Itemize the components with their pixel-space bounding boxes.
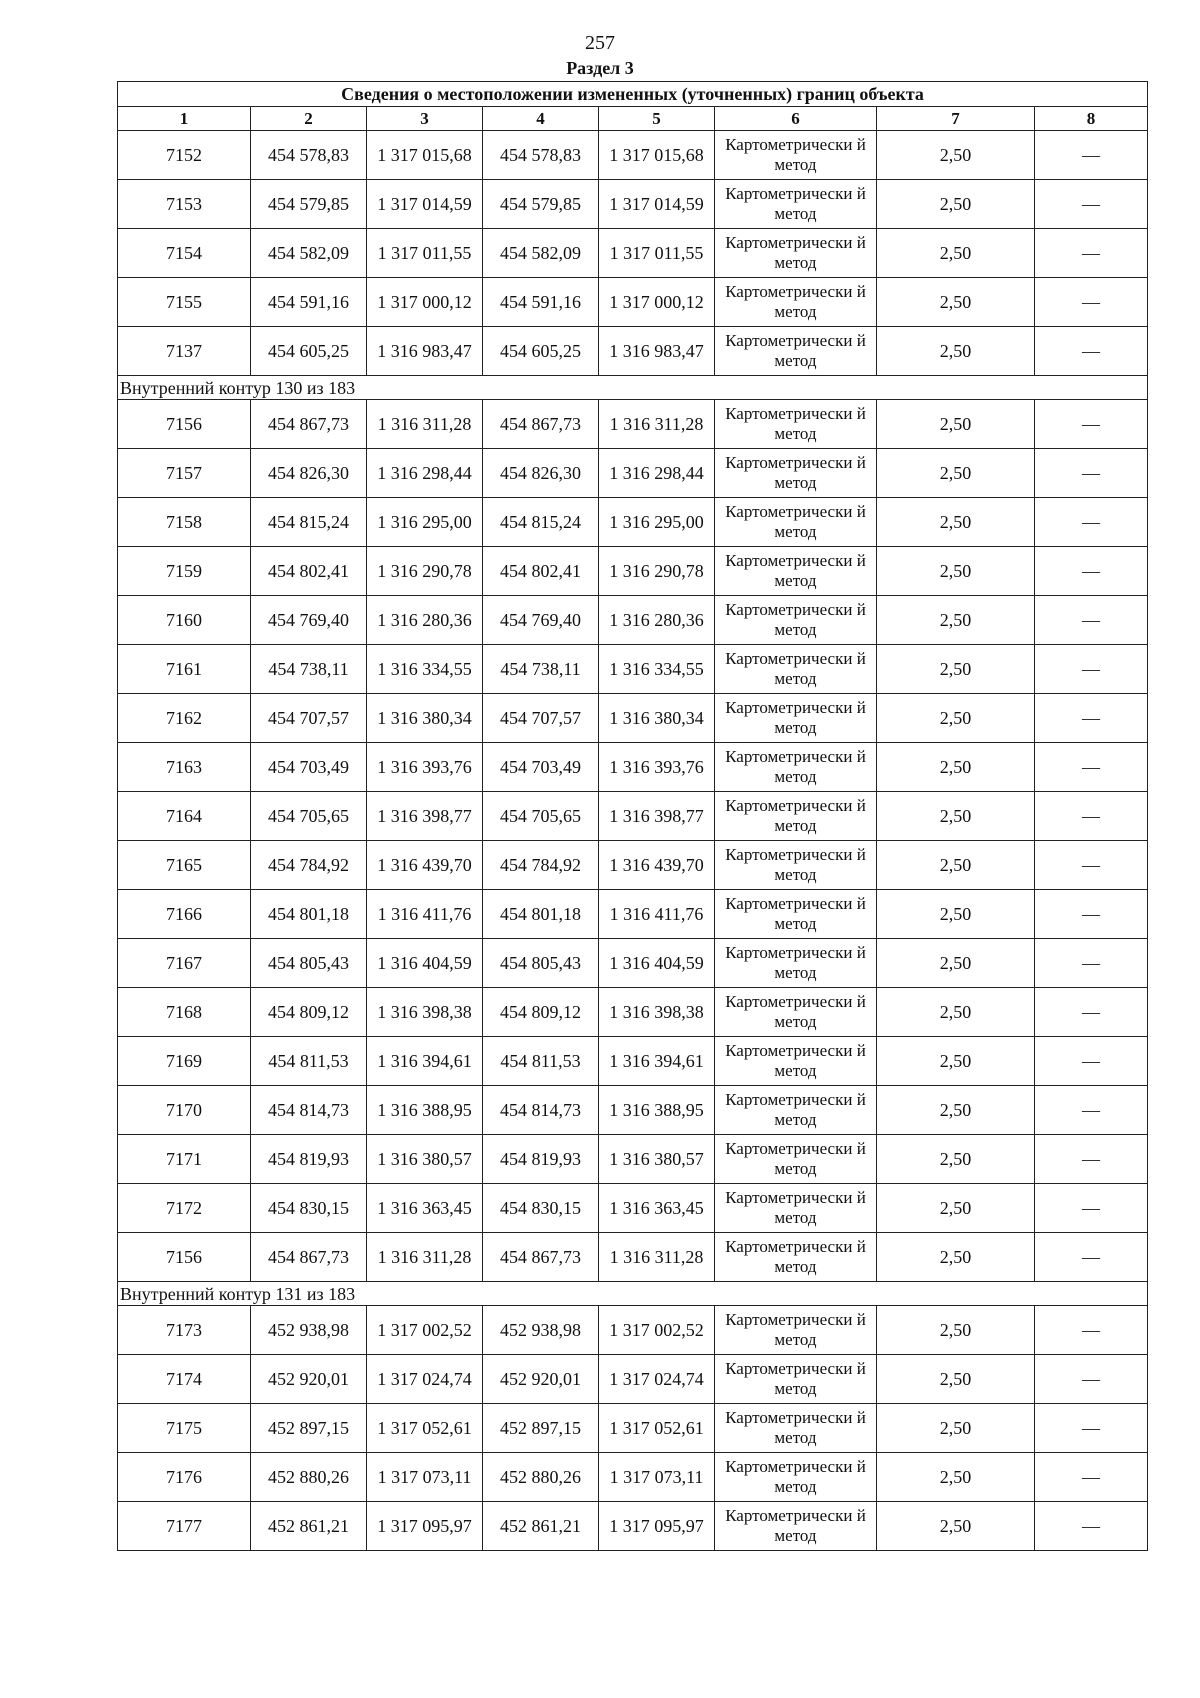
y-new-cell: 1 317 011,55 [599, 229, 715, 278]
x-old-cell: 454 811,53 [251, 1037, 367, 1086]
accuracy-cell: 2,50 [877, 1135, 1035, 1184]
x-old-cell: 452 938,98 [251, 1306, 367, 1355]
x-new-cell: 454 867,73 [483, 1233, 599, 1282]
y-old-cell: 1 316 363,45 [367, 1184, 483, 1233]
x-new-cell: 454 578,83 [483, 131, 599, 180]
method-cell: Картометрически й метод [715, 1037, 877, 1086]
method-cell: Картометрически й метод [715, 1355, 877, 1404]
point-number-cell: 7153 [118, 180, 251, 229]
contour-header-row [118, 1282, 1148, 1306]
accuracy-cell: 2,50 [877, 1037, 1035, 1086]
boundary-coordinates-table [117, 81, 1148, 1551]
accuracy-cell: 2,50 [877, 743, 1035, 792]
y-new-cell: 1 317 015,68 [599, 131, 715, 180]
column-number: 4 [483, 107, 599, 131]
column-number: 7 [877, 107, 1035, 131]
y-old-cell: 1 316 311,28 [367, 400, 483, 449]
y-old-cell: 1 317 011,55 [367, 229, 483, 278]
method-cell: Картометрически й метод [715, 278, 877, 327]
accuracy-cell: 2,50 [877, 1233, 1035, 1282]
table-row [118, 939, 1148, 988]
point-number-cell: 7152 [118, 131, 251, 180]
method-cell: Картометрически й метод [715, 890, 877, 939]
y-old-cell: 1 316 334,55 [367, 645, 483, 694]
description-cell: — [1035, 1502, 1148, 1551]
point-number-cell: 7161 [118, 645, 251, 694]
y-old-cell: 1 316 380,57 [367, 1135, 483, 1184]
point-number-cell: 7163 [118, 743, 251, 792]
x-new-cell: 454 582,09 [483, 229, 599, 278]
method-cell: Картометрически й метод [715, 1306, 877, 1355]
table-row [118, 841, 1148, 890]
contour-header-row [118, 376, 1148, 400]
x-old-cell: 454 809,12 [251, 988, 367, 1037]
y-old-cell: 1 316 388,95 [367, 1086, 483, 1135]
column-number: 5 [599, 107, 715, 131]
point-number-cell: 7156 [118, 1233, 251, 1282]
y-old-cell: 1 316 404,59 [367, 939, 483, 988]
method-cell: Картометрически й метод [715, 327, 877, 376]
description-cell: — [1035, 988, 1148, 1037]
point-number-cell: 7171 [118, 1135, 251, 1184]
y-old-cell: 1 317 014,59 [367, 180, 483, 229]
x-new-cell: 454 830,15 [483, 1184, 599, 1233]
y-old-cell: 1 316 411,76 [367, 890, 483, 939]
method-cell: Картометрически й метод [715, 1184, 877, 1233]
point-number-cell: 7168 [118, 988, 251, 1037]
accuracy-cell: 2,50 [877, 939, 1035, 988]
table-row [118, 694, 1148, 743]
x-old-cell: 454 769,40 [251, 596, 367, 645]
point-number-cell: 7170 [118, 1086, 251, 1135]
table-row [118, 890, 1148, 939]
point-number-cell: 7176 [118, 1453, 251, 1502]
x-old-cell: 454 582,09 [251, 229, 367, 278]
description-cell: — [1035, 180, 1148, 229]
x-old-cell: 454 815,24 [251, 498, 367, 547]
x-new-cell: 452 938,98 [483, 1306, 599, 1355]
x-new-cell: 452 880,26 [483, 1453, 599, 1502]
table-row [118, 131, 1148, 180]
y-old-cell: 1 316 290,78 [367, 547, 483, 596]
accuracy-cell: 2,50 [877, 841, 1035, 890]
x-old-cell: 452 880,26 [251, 1453, 367, 1502]
x-new-cell: 454 738,11 [483, 645, 599, 694]
y-new-cell: 1 316 411,76 [599, 890, 715, 939]
point-number-cell: 7137 [118, 327, 251, 376]
y-old-cell: 1 317 052,61 [367, 1404, 483, 1453]
y-new-cell: 1 317 014,59 [599, 180, 715, 229]
table-row [118, 1355, 1148, 1404]
table-row [118, 180, 1148, 229]
point-number-cell: 7158 [118, 498, 251, 547]
method-cell: Картометрически й метод [715, 743, 877, 792]
y-old-cell: 1 316 298,44 [367, 449, 483, 498]
y-new-cell: 1 317 024,74 [599, 1355, 715, 1404]
x-old-cell: 454 579,85 [251, 180, 367, 229]
description-cell: — [1035, 229, 1148, 278]
accuracy-cell: 2,50 [877, 1184, 1035, 1233]
x-old-cell: 454 784,92 [251, 841, 367, 890]
point-number-cell: 7160 [118, 596, 251, 645]
table-row [118, 1086, 1148, 1135]
table-row [118, 1135, 1148, 1184]
point-number-cell: 7167 [118, 939, 251, 988]
point-number-cell: 7155 [118, 278, 251, 327]
point-number-cell: 7173 [118, 1306, 251, 1355]
description-cell: — [1035, 1306, 1148, 1355]
x-new-cell: 454 703,49 [483, 743, 599, 792]
y-new-cell: 1 316 394,61 [599, 1037, 715, 1086]
method-cell: Картометрически й метод [715, 1502, 877, 1551]
accuracy-cell: 2,50 [877, 1306, 1035, 1355]
page-number: 257 [585, 32, 615, 54]
point-number-cell: 7166 [118, 890, 251, 939]
accuracy-cell: 2,50 [877, 596, 1035, 645]
y-new-cell: 1 316 380,34 [599, 694, 715, 743]
table-row [118, 327, 1148, 376]
x-new-cell: 454 801,18 [483, 890, 599, 939]
point-number-cell: 7172 [118, 1184, 251, 1233]
column-number: 2 [251, 107, 367, 131]
x-old-cell: 452 861,21 [251, 1502, 367, 1551]
y-new-cell: 1 316 311,28 [599, 400, 715, 449]
accuracy-cell: 2,50 [877, 278, 1035, 327]
x-new-cell: 454 769,40 [483, 596, 599, 645]
accuracy-cell: 2,50 [877, 400, 1035, 449]
description-cell: — [1035, 327, 1148, 376]
y-new-cell: 1 317 002,52 [599, 1306, 715, 1355]
y-old-cell: 1 316 311,28 [367, 1233, 483, 1282]
table-row [118, 1306, 1148, 1355]
y-old-cell: 1 316 398,38 [367, 988, 483, 1037]
method-cell: Картометрически й метод [715, 694, 877, 743]
y-new-cell: 1 316 363,45 [599, 1184, 715, 1233]
column-numbers-row [118, 107, 1148, 131]
accuracy-cell: 2,50 [877, 498, 1035, 547]
method-cell: Картометрически й метод [715, 939, 877, 988]
y-old-cell: 1 316 393,76 [367, 743, 483, 792]
description-cell: — [1035, 1037, 1148, 1086]
x-new-cell: 454 819,93 [483, 1135, 599, 1184]
column-number: 8 [1035, 107, 1148, 131]
point-number-cell: 7174 [118, 1355, 251, 1404]
y-new-cell: 1 316 388,95 [599, 1086, 715, 1135]
table-row [118, 645, 1148, 694]
x-old-cell: 454 703,49 [251, 743, 367, 792]
column-number: 6 [715, 107, 877, 131]
table-row [118, 400, 1148, 449]
table-row [118, 1404, 1148, 1453]
method-cell: Картометрически й метод [715, 498, 877, 547]
accuracy-cell: 2,50 [877, 327, 1035, 376]
description-cell: — [1035, 645, 1148, 694]
x-old-cell: 454 605,25 [251, 327, 367, 376]
x-old-cell: 454 805,43 [251, 939, 367, 988]
x-new-cell: 454 605,25 [483, 327, 599, 376]
x-old-cell: 454 867,73 [251, 400, 367, 449]
x-new-cell: 452 897,15 [483, 1404, 599, 1453]
y-old-cell: 1 317 015,68 [367, 131, 483, 180]
table-row [118, 1184, 1148, 1233]
y-new-cell: 1 316 380,57 [599, 1135, 715, 1184]
method-cell: Картометрически й метод [715, 131, 877, 180]
description-cell: — [1035, 1233, 1148, 1282]
accuracy-cell: 2,50 [877, 1086, 1035, 1135]
x-new-cell: 454 811,53 [483, 1037, 599, 1086]
point-number-cell: 7154 [118, 229, 251, 278]
y-old-cell: 1 316 983,47 [367, 327, 483, 376]
accuracy-cell: 2,50 [877, 1453, 1035, 1502]
column-number: 3 [367, 107, 483, 131]
point-number-cell: 7162 [118, 694, 251, 743]
point-number-cell: 7164 [118, 792, 251, 841]
y-new-cell: 1 316 298,44 [599, 449, 715, 498]
table-caption-row [118, 82, 1148, 107]
accuracy-cell: 2,50 [877, 180, 1035, 229]
accuracy-cell: 2,50 [877, 1355, 1035, 1404]
x-old-cell: 454 830,15 [251, 1184, 367, 1233]
x-new-cell: 454 784,92 [483, 841, 599, 890]
table-row [118, 498, 1148, 547]
x-old-cell: 454 867,73 [251, 1233, 367, 1282]
method-cell: Картометрически й метод [715, 841, 877, 890]
accuracy-cell: 2,50 [877, 131, 1035, 180]
x-old-cell: 454 802,41 [251, 547, 367, 596]
y-new-cell: 1 316 290,78 [599, 547, 715, 596]
y-new-cell: 1 316 398,77 [599, 792, 715, 841]
description-cell: — [1035, 547, 1148, 596]
method-cell: Картометрически й метод [715, 1086, 877, 1135]
description-cell: — [1035, 449, 1148, 498]
table-row [118, 1037, 1148, 1086]
table-row [118, 547, 1148, 596]
y-old-cell: 1 317 095,97 [367, 1502, 483, 1551]
y-old-cell: 1 316 280,36 [367, 596, 483, 645]
point-number-cell: 7159 [118, 547, 251, 596]
x-old-cell: 454 819,93 [251, 1135, 367, 1184]
x-new-cell: 452 861,21 [483, 1502, 599, 1551]
table-row [118, 988, 1148, 1037]
x-old-cell: 454 826,30 [251, 449, 367, 498]
table-row [118, 278, 1148, 327]
x-new-cell: 454 826,30 [483, 449, 599, 498]
method-cell: Картометрически й метод [715, 792, 877, 841]
y-old-cell: 1 317 073,11 [367, 1453, 483, 1502]
description-cell: — [1035, 1184, 1148, 1233]
table-title: Сведения о местоположении измененных (уточненных) границ объекта [118, 82, 1148, 107]
y-new-cell: 1 316 983,47 [599, 327, 715, 376]
x-old-cell: 454 591,16 [251, 278, 367, 327]
description-cell: — [1035, 1404, 1148, 1453]
y-old-cell: 1 317 024,74 [367, 1355, 483, 1404]
description-cell: — [1035, 1086, 1148, 1135]
y-old-cell: 1 316 394,61 [367, 1037, 483, 1086]
table-row [118, 229, 1148, 278]
point-number-cell: 7157 [118, 449, 251, 498]
description-cell: — [1035, 939, 1148, 988]
table-row [118, 596, 1148, 645]
description-cell: — [1035, 278, 1148, 327]
description-cell: — [1035, 1453, 1148, 1502]
y-old-cell: 1 317 002,52 [367, 1306, 483, 1355]
method-cell: Картометрически й метод [715, 180, 877, 229]
method-cell: Картометрически й метод [715, 1135, 877, 1184]
accuracy-cell: 2,50 [877, 792, 1035, 841]
y-old-cell: 1 317 000,12 [367, 278, 483, 327]
y-new-cell: 1 316 439,70 [599, 841, 715, 890]
accuracy-cell: 2,50 [877, 229, 1035, 278]
method-cell: Картометрически й метод [715, 400, 877, 449]
y-new-cell: 1 316 311,28 [599, 1233, 715, 1282]
y-old-cell: 1 316 380,34 [367, 694, 483, 743]
accuracy-cell: 2,50 [877, 449, 1035, 498]
y-new-cell: 1 317 073,11 [599, 1453, 715, 1502]
accuracy-cell: 2,50 [877, 1502, 1035, 1551]
table-row [118, 1502, 1148, 1551]
accuracy-cell: 2,50 [877, 547, 1035, 596]
x-old-cell: 454 814,73 [251, 1086, 367, 1135]
point-number-cell: 7177 [118, 1502, 251, 1551]
description-cell: — [1035, 841, 1148, 890]
method-cell: Картометрически й метод [715, 645, 877, 694]
y-new-cell: 1 316 393,76 [599, 743, 715, 792]
description-cell: — [1035, 890, 1148, 939]
table-row [118, 792, 1148, 841]
y-new-cell: 1 316 295,00 [599, 498, 715, 547]
method-cell: Картометрически й метод [715, 1233, 877, 1282]
description-cell: — [1035, 596, 1148, 645]
section-title: Раздел 3 [566, 58, 634, 78]
x-new-cell: 454 815,24 [483, 498, 599, 547]
point-number-cell: 7169 [118, 1037, 251, 1086]
method-cell: Картометрически й метод [715, 449, 877, 498]
y-new-cell: 1 317 052,61 [599, 1404, 715, 1453]
x-new-cell: 454 814,73 [483, 1086, 599, 1135]
description-cell: — [1035, 743, 1148, 792]
contour-label: Внутренний контур 131 из 183 [118, 1282, 1148, 1306]
method-cell: Картометрически й метод [715, 547, 877, 596]
point-number-cell: 7175 [118, 1404, 251, 1453]
point-number-cell: 7165 [118, 841, 251, 890]
method-cell: Картометрически й метод [715, 1453, 877, 1502]
x-old-cell: 452 920,01 [251, 1355, 367, 1404]
description-cell: — [1035, 498, 1148, 547]
contour-label: Внутренний контур 130 из 183 [118, 376, 1148, 400]
description-cell: — [1035, 1135, 1148, 1184]
x-old-cell: 452 897,15 [251, 1404, 367, 1453]
table-row [118, 1233, 1148, 1282]
y-new-cell: 1 316 334,55 [599, 645, 715, 694]
x-new-cell: 454 805,43 [483, 939, 599, 988]
method-cell: Картометрически й метод [715, 229, 877, 278]
accuracy-cell: 2,50 [877, 988, 1035, 1037]
x-new-cell: 454 591,16 [483, 278, 599, 327]
description-cell: — [1035, 1355, 1148, 1404]
table-row [118, 743, 1148, 792]
description-cell: — [1035, 694, 1148, 743]
y-new-cell: 1 317 095,97 [599, 1502, 715, 1551]
column-number: 1 [118, 107, 251, 131]
x-new-cell: 454 867,73 [483, 400, 599, 449]
accuracy-cell: 2,50 [877, 645, 1035, 694]
method-cell: Картометрически й метод [715, 596, 877, 645]
x-new-cell: 454 802,41 [483, 547, 599, 596]
x-old-cell: 454 801,18 [251, 890, 367, 939]
y-new-cell: 1 317 000,12 [599, 278, 715, 327]
y-old-cell: 1 316 439,70 [367, 841, 483, 890]
x-new-cell: 454 809,12 [483, 988, 599, 1037]
y-old-cell: 1 316 398,77 [367, 792, 483, 841]
x-old-cell: 454 738,11 [251, 645, 367, 694]
description-cell: — [1035, 131, 1148, 180]
point-number-cell: 7156 [118, 400, 251, 449]
y-old-cell: 1 316 295,00 [367, 498, 483, 547]
x-new-cell: 454 707,57 [483, 694, 599, 743]
description-cell: — [1035, 400, 1148, 449]
accuracy-cell: 2,50 [877, 890, 1035, 939]
x-old-cell: 454 705,65 [251, 792, 367, 841]
table-row [118, 449, 1148, 498]
x-new-cell: 454 579,85 [483, 180, 599, 229]
x-new-cell: 452 920,01 [483, 1355, 599, 1404]
y-new-cell: 1 316 404,59 [599, 939, 715, 988]
x-old-cell: 454 578,83 [251, 131, 367, 180]
y-new-cell: 1 316 280,36 [599, 596, 715, 645]
description-cell: — [1035, 792, 1148, 841]
accuracy-cell: 2,50 [877, 1404, 1035, 1453]
accuracy-cell: 2,50 [877, 694, 1035, 743]
y-new-cell: 1 316 398,38 [599, 988, 715, 1037]
method-cell: Картометрически й метод [715, 1404, 877, 1453]
table-row [118, 1453, 1148, 1502]
x-new-cell: 454 705,65 [483, 792, 599, 841]
method-cell: Картометрически й метод [715, 988, 877, 1037]
x-old-cell: 454 707,57 [251, 694, 367, 743]
